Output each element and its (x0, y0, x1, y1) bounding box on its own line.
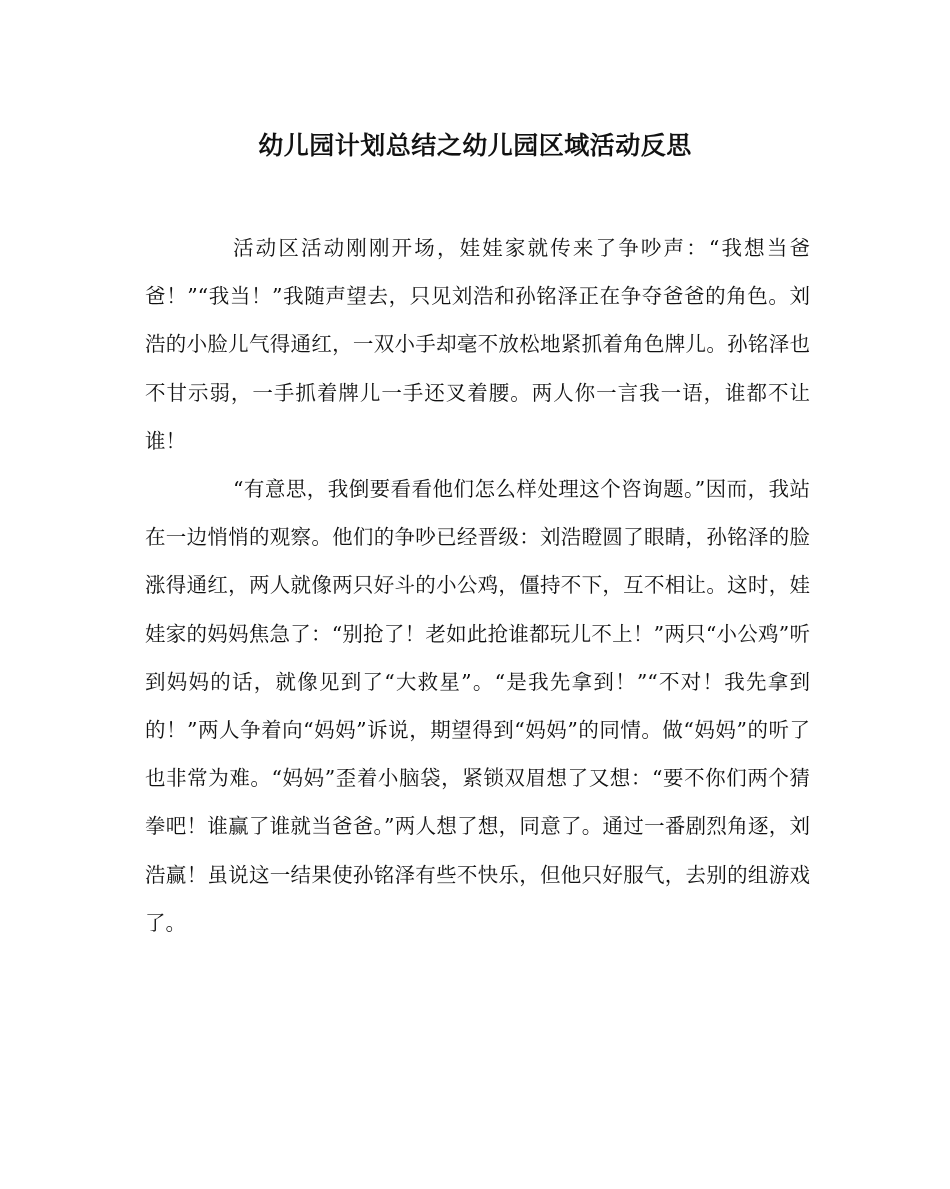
paragraph-1: 活动区活动刚刚开场，娃娃家就传来了争吵声：“我想当爸爸！”“我当！”我随声望去，只见刘浩和孙铭泽正在争夺爸爸的角色。刘浩的小脸儿气得通红，一双小手却毫不放松地紧抓着角色牌儿。孙铭泽也不甘示弱，一手抓着牌儿一手还叉着腰。两人你一言我一语，谁都不让谁！ (145, 236, 810, 453)
document-title: 幼儿园计划总结之幼儿园区域活动反思 (258, 131, 692, 160)
document-body (145, 224, 810, 947)
paragraph-2: “有意思，我倒要看看他们怎么样处理这个咨询题。”因而，我站在一边悄悄的观察。他们的争吵已经晋级：刘浩瞪圆了眼睛，孙铭泽的脸涨得通红，两人就像两只好斗的小公鸡，僵持不下，互不相让。这时，娃娃家的妈妈焦急了：“别抢了！老如此抢谁都玩儿不上！”两只“小公鸡”听到妈妈的话，就像见到了“大救星”。“是我先拿到！”“不对！我先拿到的！”两人争着向“妈妈”诉说，期望得到“妈妈”的同情。做“妈妈”的听了也非常为难。“妈妈”歪着小脑袋，紧锁双眉想了又想：“要不你们两个猜拳吧！谁赢了谁就当爸爸。”两人想了想，同意了。通过一番剧烈角逐，刘浩赢！虽说这一结果使孙铭泽有些不快乐，但他只好服气，去别的组游戏了。 (145, 477, 810, 935)
